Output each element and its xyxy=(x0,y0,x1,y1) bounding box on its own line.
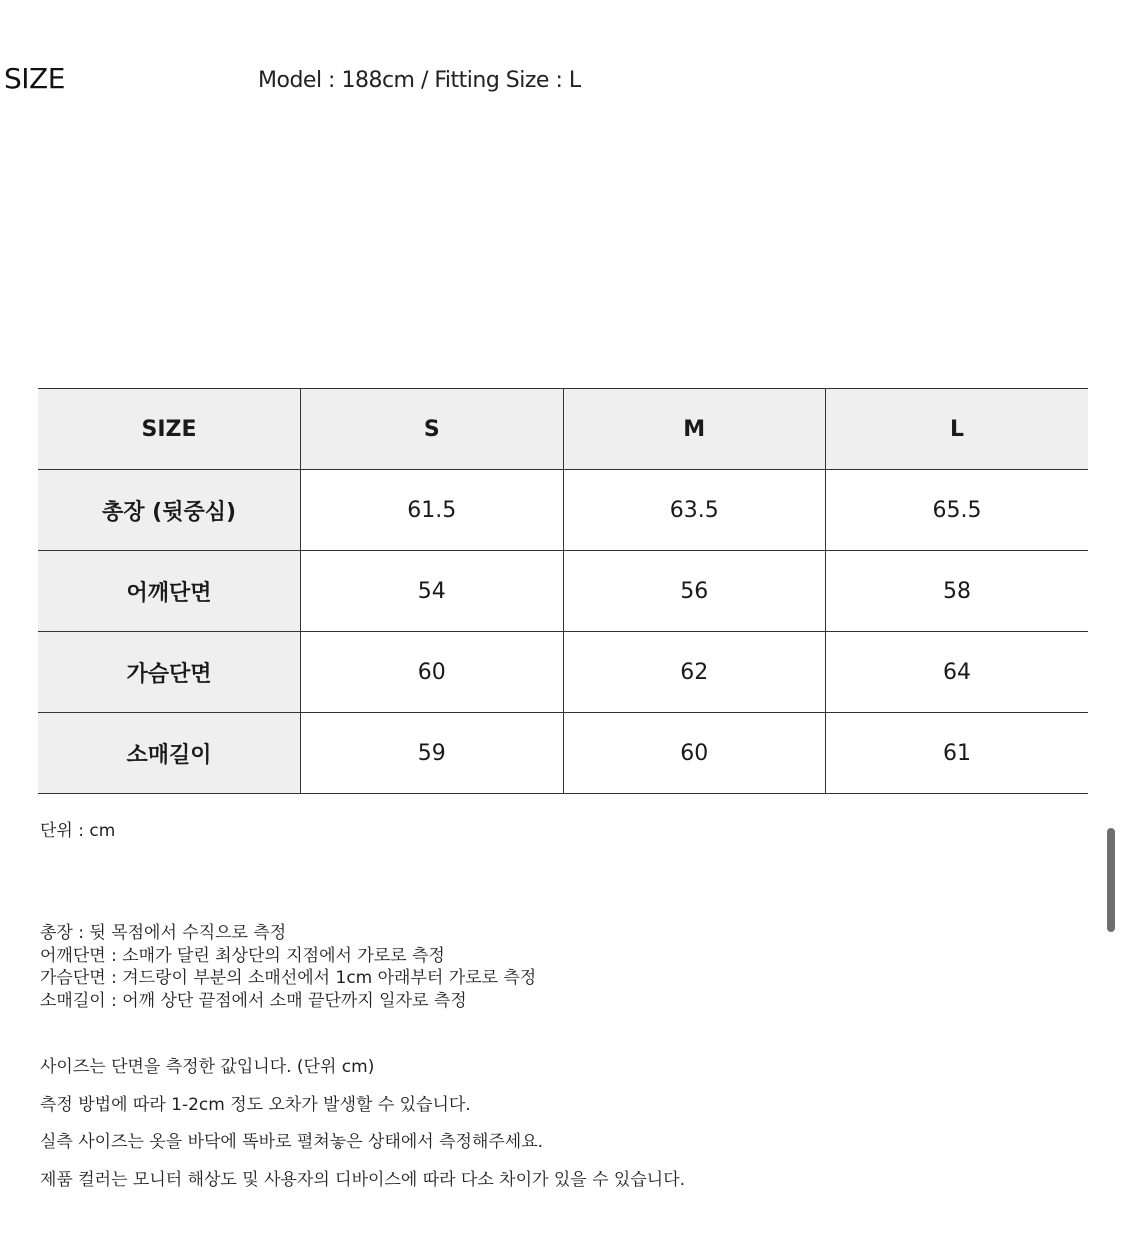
list-item: 측정 방법에 따라 1-2cm 정도 오차가 발생할 수 있습니다. xyxy=(40,1094,471,1115)
table-cell: 61 xyxy=(826,713,1089,794)
row-label: 어깨단면 xyxy=(38,551,301,632)
page-title: SIZE xyxy=(4,62,65,95)
table-cell: 65.5 xyxy=(826,470,1089,551)
table-cell: 60 xyxy=(301,632,564,713)
table-cell: 60 xyxy=(563,713,826,794)
table-row xyxy=(38,713,1088,794)
size-notes xyxy=(40,1052,685,1202)
column-header-m: M xyxy=(563,389,826,470)
scrollbar-thumb[interactable] xyxy=(1107,828,1115,932)
size-table xyxy=(38,388,1088,794)
list-item: 어깨단면 : 소매가 달린 최상단의 지점에서 가로로 측정 xyxy=(40,945,445,966)
unit-note: 단위 : cm xyxy=(40,821,116,841)
table-row xyxy=(38,551,1088,632)
table-cell: 62 xyxy=(563,632,826,713)
list-item: 사이즈는 단면을 측정한 값입니다. (단위 cm) xyxy=(40,1057,375,1077)
table-cell: 64 xyxy=(826,632,1089,713)
list-item: 소매길이 : 어깨 상단 끝점에서 소매 끝단까지 일자로 측정 xyxy=(40,990,467,1011)
table-cell: 61.5 xyxy=(301,470,564,551)
row-label: 가슴단면 xyxy=(38,632,301,713)
list-item: 가슴단면 : 겨드랑이 부분의 소매선에서 1cm 아래부터 가로로 측정 xyxy=(40,968,537,988)
table-cell: 54 xyxy=(301,551,564,632)
list-item: 제품 컬러는 모니터 해상도 및 사용자의 디바이스에 따라 다소 차이가 있을 수 있습니다. xyxy=(40,1169,686,1190)
column-header-s: S xyxy=(301,389,564,470)
list-item: 총장 : 뒷 목점에서 수직으로 측정 xyxy=(40,923,287,943)
column-header-l: L xyxy=(826,389,1089,470)
table-cell: 59 xyxy=(301,713,564,794)
row-label: 총장 (뒷중심) xyxy=(38,470,301,551)
table-row xyxy=(38,470,1088,551)
model-fitting-info: Model : 188cm / Fitting Size : L xyxy=(258,68,581,93)
row-label: 소매길이 xyxy=(38,713,301,794)
table-cell: 56 xyxy=(563,551,826,632)
table-cell: 58 xyxy=(826,551,1089,632)
table-cell: 63.5 xyxy=(563,470,826,551)
measurement-definitions xyxy=(40,922,536,1012)
table-header-row xyxy=(38,389,1088,470)
list-item: 실측 사이즈는 옷을 바닥에 똑바로 펼쳐놓은 상태에서 측정해주세요. xyxy=(40,1132,544,1152)
table-row xyxy=(38,632,1088,713)
column-header-size: SIZE xyxy=(38,389,301,470)
